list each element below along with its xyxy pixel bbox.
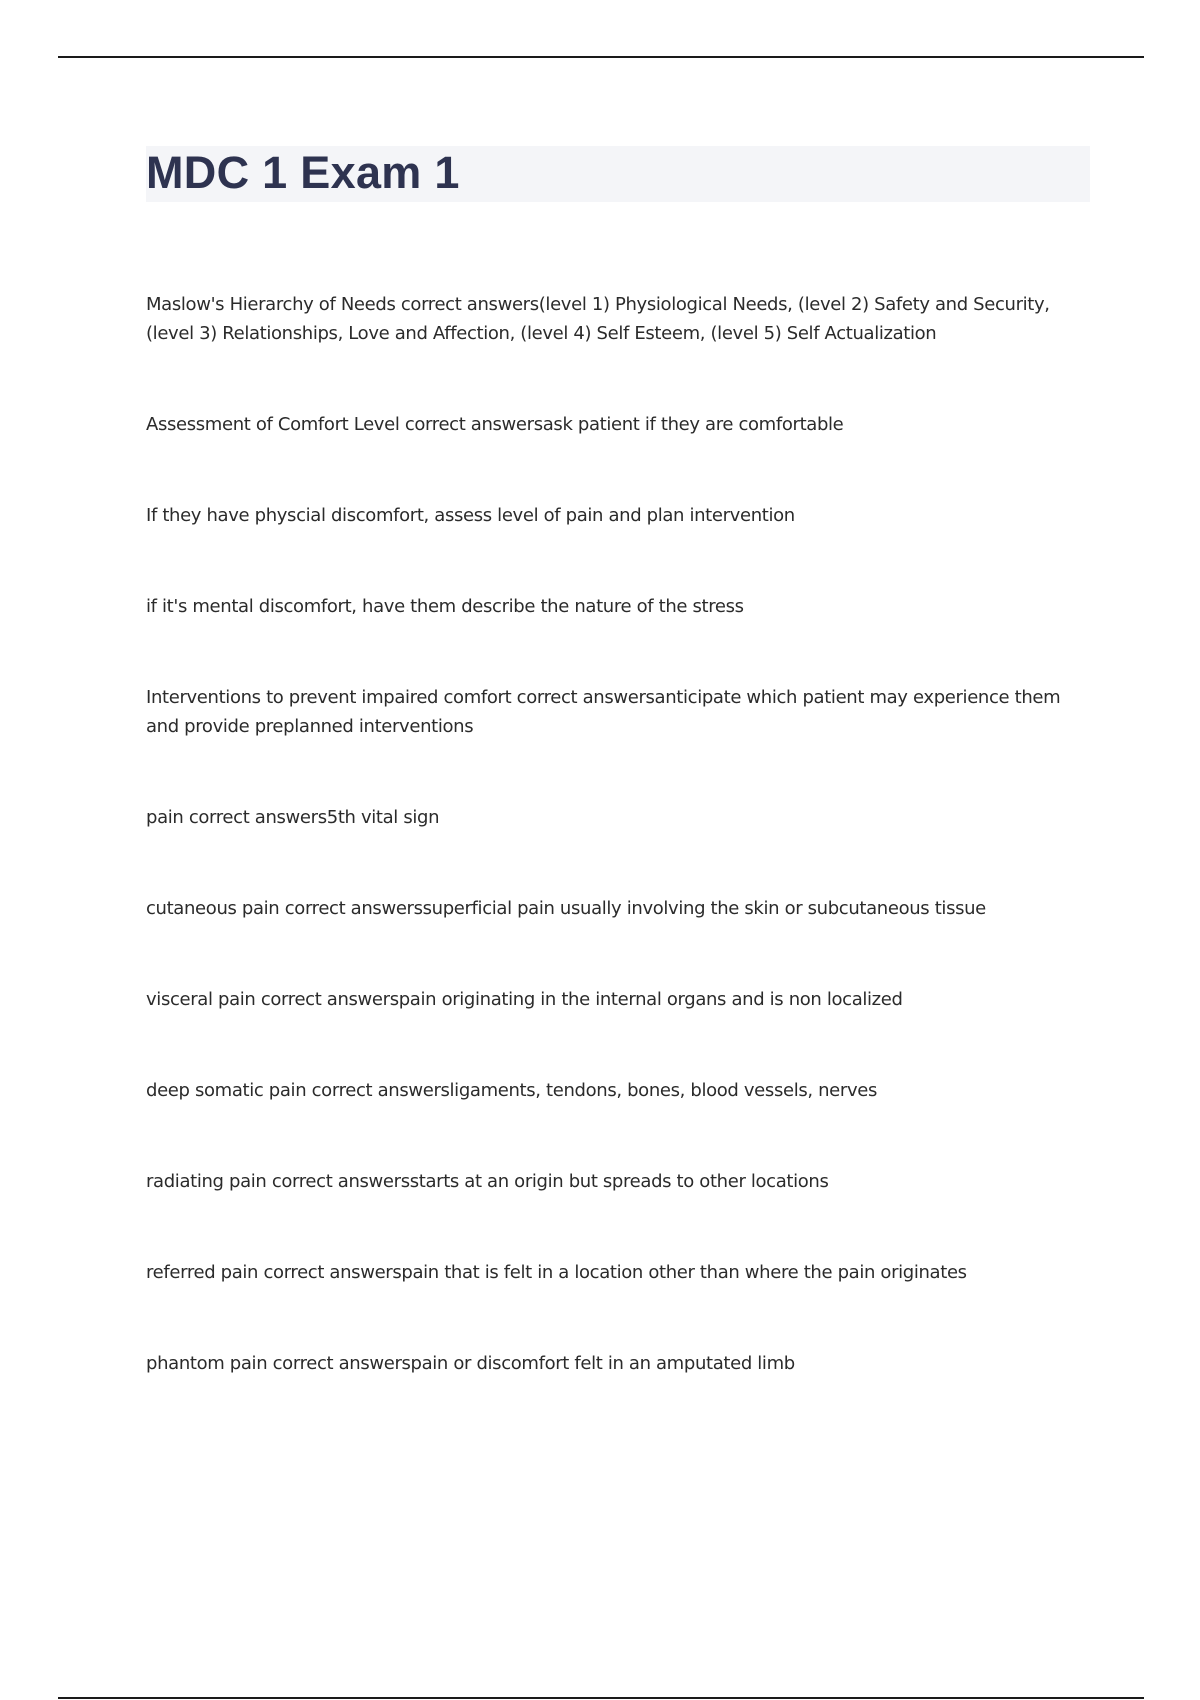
flashcard-entry-comfort-assessment: Assessment of Comfort Level correct answersask patient if they are comfortable xyxy=(146,414,844,435)
flashcard-entry-interventions: Interventions to prevent impaired comfort correct answersanticipate which patient may experience them and provide preplanned interventions xyxy=(146,687,1061,737)
flashcard-entry-mental-discomfort: if it's mental discomfort, have them describe the nature of the stress xyxy=(146,596,744,617)
flashcard-entry-radiating-pain: radiating pain correct answersstarts at an origin but spreads to other locations xyxy=(146,1171,829,1192)
flashcard-list xyxy=(146,290,1086,1440)
page-title: MDC 1 Exam 1 xyxy=(146,147,460,198)
flashcard-entry-visceral-pain: visceral pain correct answerspain originating in the internal organs and is non localized xyxy=(146,989,903,1010)
top-rule xyxy=(58,56,1144,58)
flashcard-entry-phantom-pain: phantom pain correct answerspain or discomfort felt in an amputated limb xyxy=(146,1353,795,1374)
bottom-rule xyxy=(58,1697,1144,1699)
flashcard-entry-cutaneous-pain: cutaneous pain correct answerssuperficial pain usually involving the skin or subcutaneous tissue xyxy=(146,898,986,919)
flashcard-entry-referred-pain: referred pain correct answerspain that is felt in a location other than where the pain originates xyxy=(146,1262,967,1283)
flashcard-entry-pain: pain correct answers5th vital sign xyxy=(146,807,440,828)
flashcard-entry-deep-somatic-pain: deep somatic pain correct answersligaments, tendons, bones, blood vessels, nerves xyxy=(146,1080,877,1101)
flashcard-entry-physical-discomfort: If they have physcial discomfort, assess level of pain and plan intervention xyxy=(146,505,795,526)
flashcard-entry-maslow: Maslow's Hierarchy of Needs correct answers(level 1) Physiological Needs, (level 2) Safety and Security, (level 3) Relationships, Love and Affection, (level 4) Self Esteem, (level 5) Self Actualization xyxy=(146,294,1050,344)
